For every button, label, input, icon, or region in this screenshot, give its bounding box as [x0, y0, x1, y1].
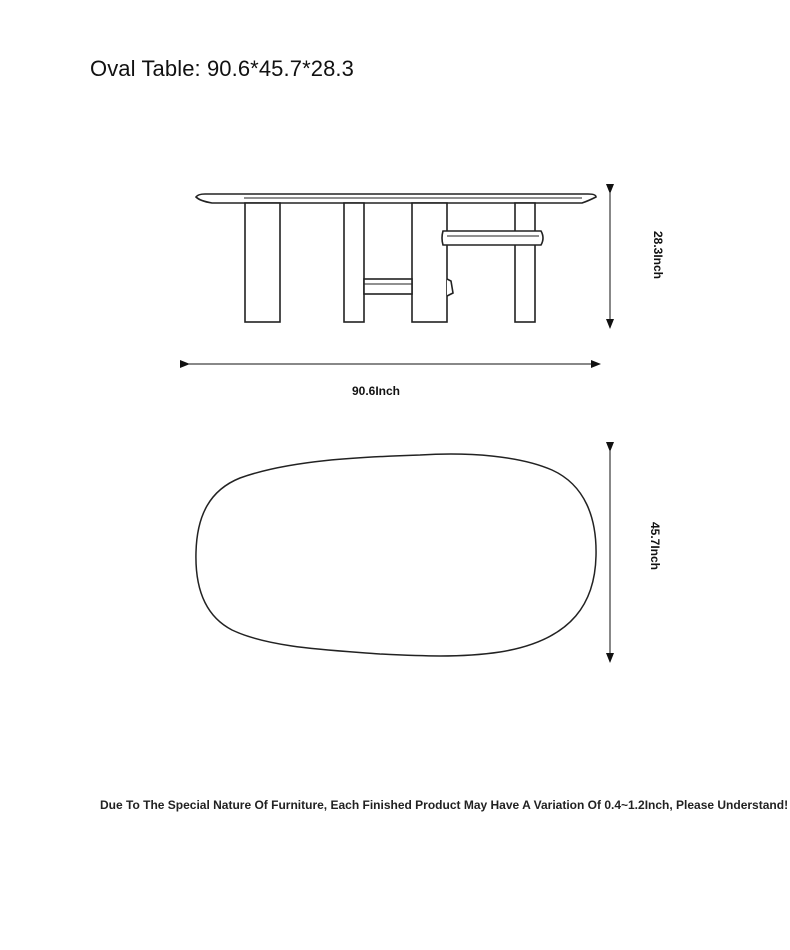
upper-crossbar: [442, 231, 543, 245]
page-title: Oval Table: 90.6*45.7*28.3: [90, 56, 354, 81]
leg-4: [515, 203, 535, 322]
height-dimension: [610, 193, 665, 328]
leg-2: [344, 203, 364, 322]
width-dimension: [610, 451, 662, 662]
small-foot: [447, 279, 453, 296]
length-label: 90.6Inch: [351, 384, 401, 398]
side-view: [196, 194, 596, 322]
lower-stretcher: [364, 279, 412, 294]
leg-1: [245, 203, 280, 322]
width-label: 45.7Inch: [648, 521, 662, 571]
variation-note: Due To The Special Nature Of Furniture, Each Finished Product May Have A Variation Of 0.4~1.2Inch, Please Understand!: [100, 798, 789, 812]
length-dimension: [189, 364, 600, 398]
height-label: 28.3Inch: [651, 230, 665, 280]
leg-3: [412, 203, 447, 322]
top-view-oval: [196, 454, 596, 656]
